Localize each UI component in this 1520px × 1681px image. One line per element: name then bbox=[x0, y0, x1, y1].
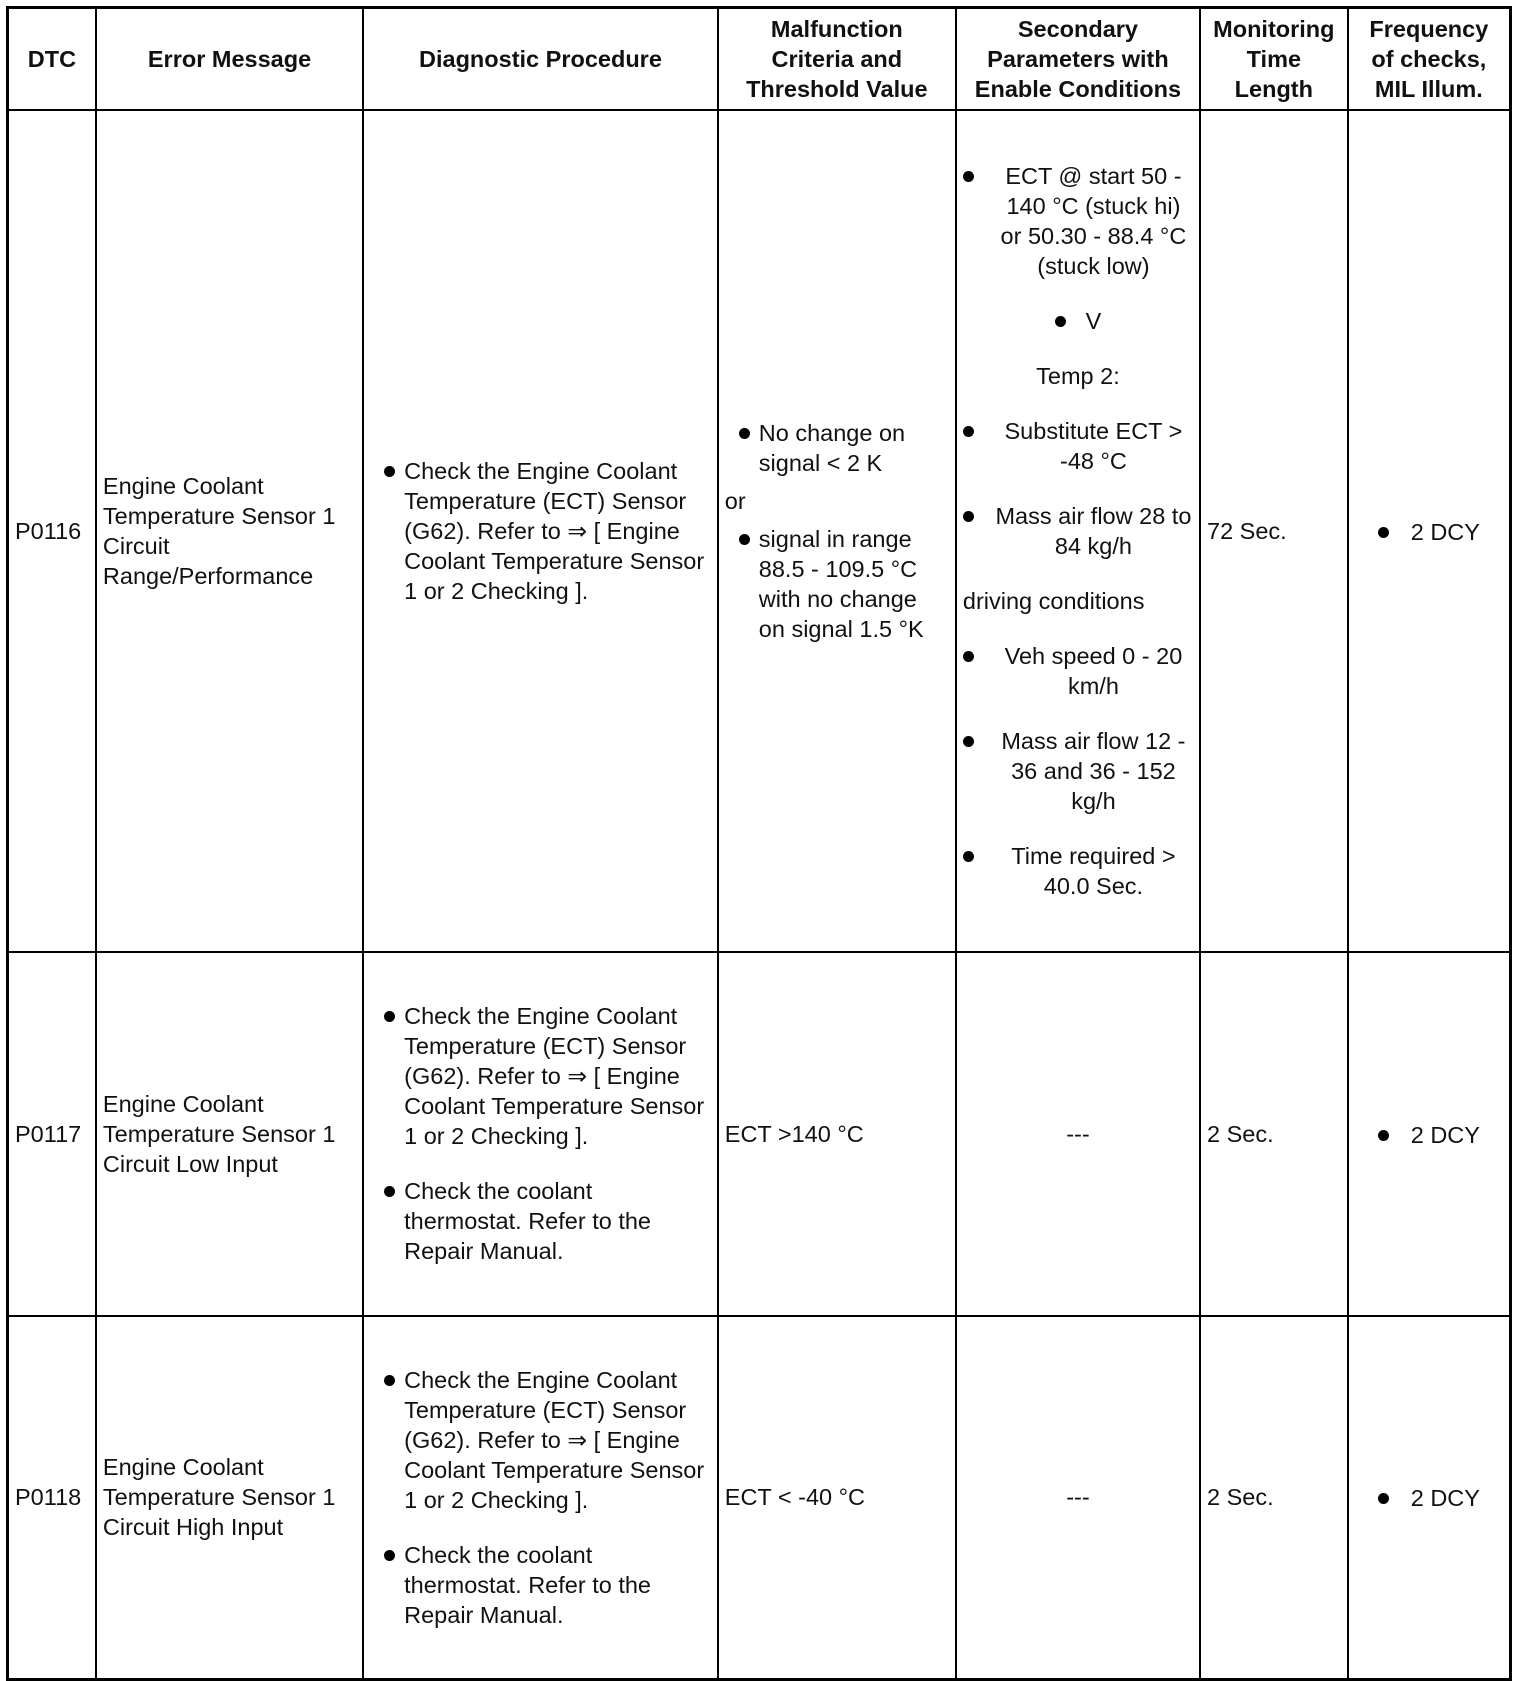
secondary-item: Mass air flow 12 - 36 and 36 - 152 kg/h bbox=[963, 726, 1193, 816]
secondary-item: Mass air flow 28 to 84 kg/h bbox=[963, 501, 1193, 561]
malfunction-criteria bbox=[718, 110, 956, 952]
monitoring-time: 72 Sec. bbox=[1200, 110, 1348, 952]
header-diagnostic-procedure: Diagnostic Procedure bbox=[363, 8, 718, 110]
table-row bbox=[8, 110, 1511, 952]
bullet-icon bbox=[963, 736, 974, 747]
diagnostic-procedure bbox=[363, 110, 718, 952]
secondary-item: Substitute ECT > -48 °C bbox=[963, 416, 1193, 476]
bullet-icon bbox=[963, 651, 974, 662]
diagnostic-procedure bbox=[363, 1316, 718, 1680]
bullet-icon bbox=[963, 171, 974, 182]
dtc-code: P0116 bbox=[8, 110, 96, 952]
header-frequency: Frequency of checks, MIL Illum. bbox=[1348, 8, 1511, 110]
bullet-icon bbox=[1378, 1493, 1389, 1504]
monitoring-time: 2 Sec. bbox=[1200, 1316, 1348, 1680]
procedure-step: Check the Engine Coolant Temperature (ECT) Sensor (G62). Refer to ⇒ [ Engine Coolant Temperature Sensor 1 or 2 Checking ]. bbox=[370, 456, 711, 606]
bullet-icon bbox=[1055, 316, 1066, 327]
malfunction-item: No change on signal < 2 K bbox=[725, 418, 949, 478]
diagnostic-procedure bbox=[363, 952, 718, 1316]
header-row bbox=[8, 8, 1511, 110]
dtc-code: P0118 bbox=[8, 1316, 96, 1680]
header-dtc: DTC bbox=[8, 8, 96, 110]
header-malfunction-criteria: Malfunction Criteria and Threshold Value bbox=[718, 8, 956, 110]
dtc-table bbox=[6, 6, 1512, 1681]
secondary-item: Time required > 40.0 Sec. bbox=[963, 841, 1193, 901]
malfunction-criteria: ECT >140 °C bbox=[718, 952, 956, 1316]
bullet-icon bbox=[963, 426, 974, 437]
procedure-step: Check the coolant thermostat. Refer to the Repair Manual. bbox=[370, 1176, 711, 1266]
malfunction-connector: or bbox=[724, 487, 746, 514]
bullet-icon bbox=[1378, 1130, 1389, 1141]
frequency: 2 DCY bbox=[1348, 1316, 1511, 1680]
table-row bbox=[8, 1316, 1511, 1680]
secondary-item: ECT @ start 50 - 140 °C (stuck hi) or 50.30 - 88.4 °C (stuck low) bbox=[963, 161, 1193, 281]
error-message: Engine Coolant Temperature Sensor 1 Circuit High Input bbox=[96, 1316, 363, 1680]
bullet-icon bbox=[963, 851, 974, 862]
error-message: Engine Coolant Temperature Sensor 1 Circuit Range/Performance bbox=[96, 110, 363, 952]
bullet-icon bbox=[1378, 527, 1389, 538]
table-row bbox=[8, 952, 1511, 1316]
malfunction-item: signal in range 88.5 - 109.5 °C with no change on signal 1.5 °K bbox=[725, 524, 949, 644]
secondary-item: Veh speed 0 - 20 km/h bbox=[963, 641, 1193, 701]
procedure-step: Check the Engine Coolant Temperature (ECT) Sensor (G62). Refer to ⇒ [ Engine Coolant Temperature Sensor 1 or 2 Checking ]. bbox=[370, 1365, 711, 1515]
frequency: 2 DCY bbox=[1348, 110, 1511, 952]
secondary-parameters: --- bbox=[956, 1316, 1200, 1680]
secondary-label: Temp 2: bbox=[1036, 362, 1120, 389]
header-error-message: Error Message bbox=[96, 8, 363, 110]
frequency: 2 DCY bbox=[1348, 952, 1511, 1316]
secondary-parameters bbox=[956, 110, 1200, 952]
monitoring-time: 2 Sec. bbox=[1200, 952, 1348, 1316]
bullet-icon bbox=[963, 511, 974, 522]
dtc-code: P0117 bbox=[8, 952, 96, 1316]
procedure-step: Check the coolant thermostat. Refer to the Repair Manual. bbox=[370, 1540, 711, 1630]
malfunction-criteria: ECT < -40 °C bbox=[718, 1316, 956, 1680]
secondary-item: V bbox=[963, 306, 1193, 336]
secondary-parameters: --- bbox=[956, 952, 1200, 1316]
error-message: Engine Coolant Temperature Sensor 1 Circuit Low Input bbox=[96, 952, 363, 1316]
header-secondary-parameters: Secondary Parameters with Enable Conditions bbox=[956, 8, 1200, 110]
header-monitoring-time: Monitoring Time Length bbox=[1200, 8, 1348, 110]
procedure-step: Check the Engine Coolant Temperature (ECT) Sensor (G62). Refer to ⇒ [ Engine Coolant Temperature Sensor 1 or 2 Checking ]. bbox=[370, 1001, 711, 1151]
secondary-label: driving conditions bbox=[962, 587, 1145, 614]
